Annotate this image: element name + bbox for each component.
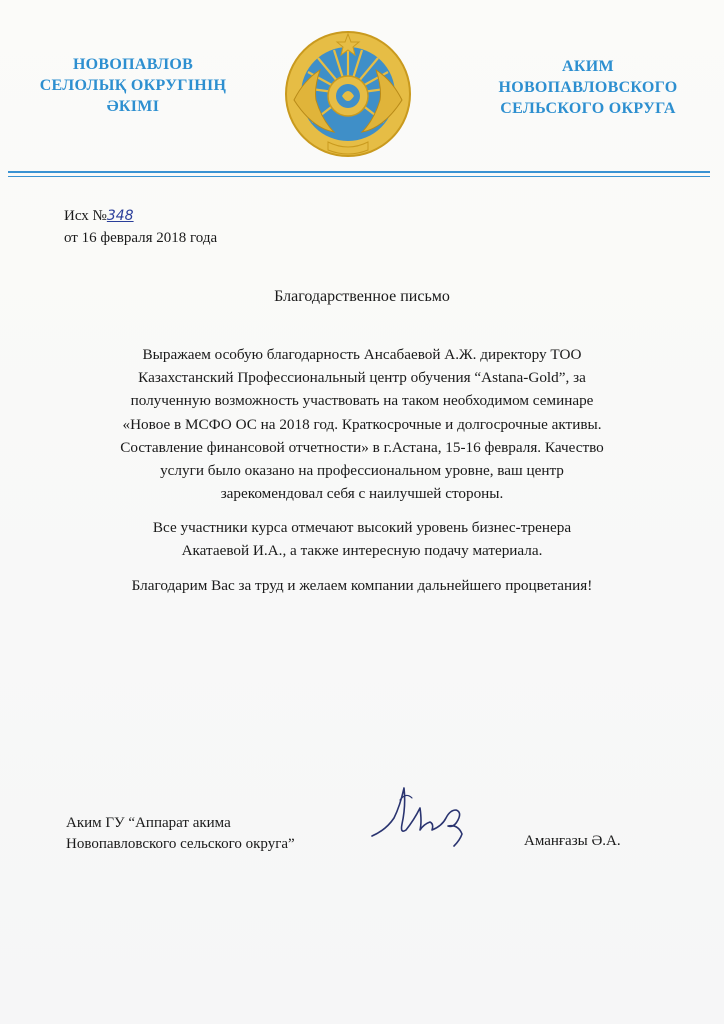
kazakhstan-state-emblem-icon xyxy=(284,30,412,158)
reference-number-label: Исх № xyxy=(64,208,107,224)
paragraph-line: «Новое в МСФО ОС на 2018 год. Краткосрочные и долгосрочные активы. xyxy=(122,415,602,433)
header-russian-line: АКИМ xyxy=(562,58,614,75)
paragraph-line: Казахстанский Профессиональный центр обучения “Astana-Gold”, за xyxy=(138,369,586,387)
header-kazakh-line: ӘКІМІ xyxy=(106,98,160,115)
paragraph-line: услуги было оказано на профессиональном уровне, ваш центр xyxy=(160,462,564,480)
reference-number xyxy=(64,205,217,227)
header-divider-thin xyxy=(8,176,710,177)
paragraph-line: Составление финансовой отчетности» в г.Астана, 15-16 февраля. Качество xyxy=(120,438,604,456)
paragraph-gratitude xyxy=(60,343,664,505)
handwritten-signature-icon xyxy=(366,786,476,850)
header-russian-line: СЕЛЬСКОГО ОКРУГА xyxy=(500,100,676,117)
paragraph-participants xyxy=(60,516,664,562)
signatory-name: Аманғазы Ә.А. xyxy=(524,833,621,849)
header-russian xyxy=(468,56,708,119)
paragraph-line: Выражаем особую благодарность Ансабаевой А.Ж. директору ТОО xyxy=(142,346,582,363)
signatory-position-line: Аким ГУ “Аппарат акима xyxy=(66,815,231,831)
signatory-position-line: Новопавловского сельского округа” xyxy=(66,836,295,852)
document-title: Благодарственное письмо xyxy=(274,288,450,305)
paragraph-line: полученную возможность участвовать на таком необходимом семинаре xyxy=(130,392,594,410)
paragraph-line: зарекомендовал себя с наилучшей стороны. xyxy=(220,485,504,503)
header-kazakh-line: СЕЛОЛЫҚ ОКРУГІНІҢ xyxy=(39,77,227,94)
paragraph-line: Все участники курса отмечают высокий уровень бизнес-тренера xyxy=(152,519,572,536)
header-russian-line: НОВОПАВЛОВСКОГО xyxy=(498,79,678,96)
reference-number-value: 348 xyxy=(106,208,134,224)
signatory-position xyxy=(66,813,295,855)
reference-date: от 16 февраля 2018 года xyxy=(64,230,218,246)
paragraph-line: Акатаевой И.А., а также интересную подачу материала. xyxy=(181,542,543,560)
header-kazakh-line: НОВОПАВЛОВ xyxy=(72,56,194,73)
outgoing-reference xyxy=(64,205,217,249)
header-kazakh xyxy=(14,54,252,117)
header-divider xyxy=(8,171,710,173)
paragraph-closing: Благодарим Вас за труд и желаем компании дальнейшего процветания! xyxy=(131,577,593,594)
